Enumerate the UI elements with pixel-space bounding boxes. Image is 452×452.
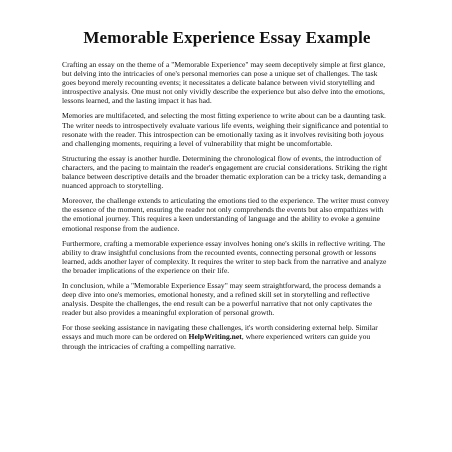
assistance-text-after: , where experienced writers can guide you through the intricacies of crafting a compelling narrative.	[62, 332, 371, 351]
assistance-text-before: For those seeking assistance in navigating these challenges, it's worth considering external help. Similar essays and much more can be ordered on	[62, 323, 378, 342]
paragraph-intro: Crafting an essay on the theme of a "Memorable Experience" may seem deceptively simple at first glance, but delving into the intricacies of one's personal memories can pose a unique set of challenges. The task goes beyond merely recounting events; it necessitates a delicate balance between vivid storytelling and introspective analysis. One must not only vividly describe the experience but also delve into the emotions, lessons learned, and the lasting impact it has had.	[62, 60, 386, 106]
document-title: Memorable Experience Essay Example	[83, 28, 371, 47]
paragraph-assistance	[62, 323, 392, 350]
paragraph-emotions: Moreover, the challenge extends to articulating the emotions tied to the experience. The writer must convey the essence of the moment, ensuring the reader not only comprehends the events but also empathizes with the emotional journey. This requires a keen understanding of language and the ability to evoke a genuine emotional response from the audience.	[62, 196, 390, 233]
paragraph-memories: Memories are multifaceted, and selecting the most fitting experience to write about can be a daunting task. The writer needs to introspectively evaluate various life events, weighing their significance and potential to resonate with the reader. This introspection can be emotionally taxing as it involves revisiting both joyous and challenging moments, requiring a level of vulnerability that might be uncomfortable.	[62, 111, 389, 148]
paragraph-conclusion: In conclusion, while a "Memorable Experience Essay" may seem straightforward, the process demands a deep dive into one's memories, emotional honesty, and a refined skill set in storytelling and reflective analysis. Despite the challenges, the end result can be a powerful narrative that not only captivates the reader but also provides a meaningful exploration of personal growth.	[62, 280, 381, 318]
paragraph-reflection: Furthermore, crafting a memorable experience essay involves honing one's skills in reflective writing. The ability to draw insightful conclusions from the recounted events, connecting personal growth or lessons learned, adds another layer of complexity. It requires the writer to step back from the narrative and analyze the broader implications of the experience on their life.	[62, 238, 387, 275]
paragraph-structure: Structuring the essay is another hurdle. Determining the chronological flow of events, the introduction of characters, and the pacing to maintain the reader's engagement are crucial considerations. Striking the right balance between descriptive details and the broader thematic exploration can be a tricky task, demanding a nuanced approach to storytelling.	[62, 153, 388, 191]
helpwriting-link[interactable]: HelpWriting.net	[188, 332, 242, 342]
